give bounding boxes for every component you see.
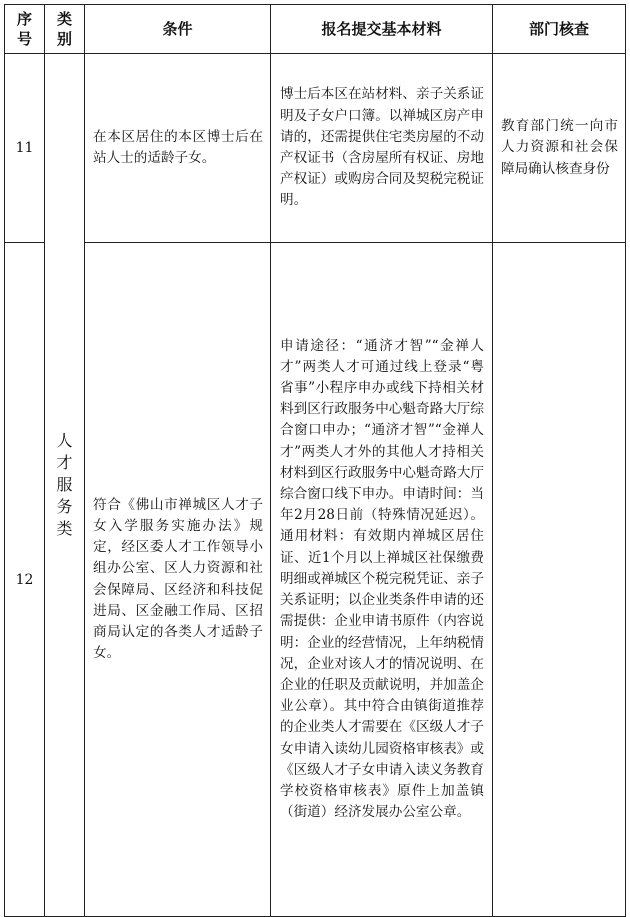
header-category: 类别	[45, 5, 85, 54]
admission-conditions-table	[4, 4, 626, 917]
category-label: 人才服务类	[56, 431, 73, 538]
row-index: 11	[5, 54, 45, 243]
row-condition: 在本区居住的本区博士后在站人士的适龄子女。	[85, 54, 271, 243]
row-materials: 博士后本区在站材料、亲子关系证明及子女户口簿。以禅城区房产申请的，还需提供住宅类房屋的不动产权证书（含房屋所有权证、房地产权证）或购房合同及契税完税证明。	[271, 54, 493, 243]
row-condition: 符合《佛山市禅城区人才子女入学服务实施办法》规定，经区委人才工作领导小组办公室、区人力资源和社会保障局、区经济和科技促进局、区金融工作局、区招商局认定的各类人才适龄子女。	[85, 243, 271, 917]
header-index: 序号	[5, 5, 45, 54]
table-row	[5, 243, 626, 917]
table-row	[5, 54, 626, 243]
header-condition: 条件	[85, 5, 271, 54]
row-index: 12	[5, 243, 45, 917]
row-verify	[493, 243, 626, 917]
table-header-row	[5, 5, 626, 54]
header-verify: 部门核查	[493, 5, 626, 54]
row-verify: 教育部门统一向市人力资源和社会保障局确认核查身份	[493, 54, 626, 243]
header-materials: 报名提交基本材料	[271, 5, 493, 54]
category-cell	[45, 54, 85, 917]
row-materials: 申请途径：“通济才智”“金禅人才”两类人才可通过线上登录“粤省事”小程序申办或线下持相关材料到区行政服务中心魁奇路大厅综合窗口申办；“通济才智”“金禅人才”两类人才外的其他人才持相关材料到区行政服务中心魁奇路大厅综合窗口线下申办。申请时间：当年2月28日前（特殊情况延迟）。通用材料：有效期内禅城区居住证、近1个月以上禅城区社保缴费明细或禅城区个税完税凭证、亲子关系证明；以企业类条件申请的还需提供：企业申请书原件（内容说明：企业的经营情况，上年纳税情况，企业对该人才的情况说明、在企业的任职及贡献说明，并加盖企业公章）。其中符合由镇街道推荐的企业类人才需要在《区级人才子女申请入读幼儿园资格审核表》或《区级人才子女申请入读义务教育学校资格审核表》原件上加盖镇（街道）经济发展办公室公章。	[271, 243, 493, 917]
